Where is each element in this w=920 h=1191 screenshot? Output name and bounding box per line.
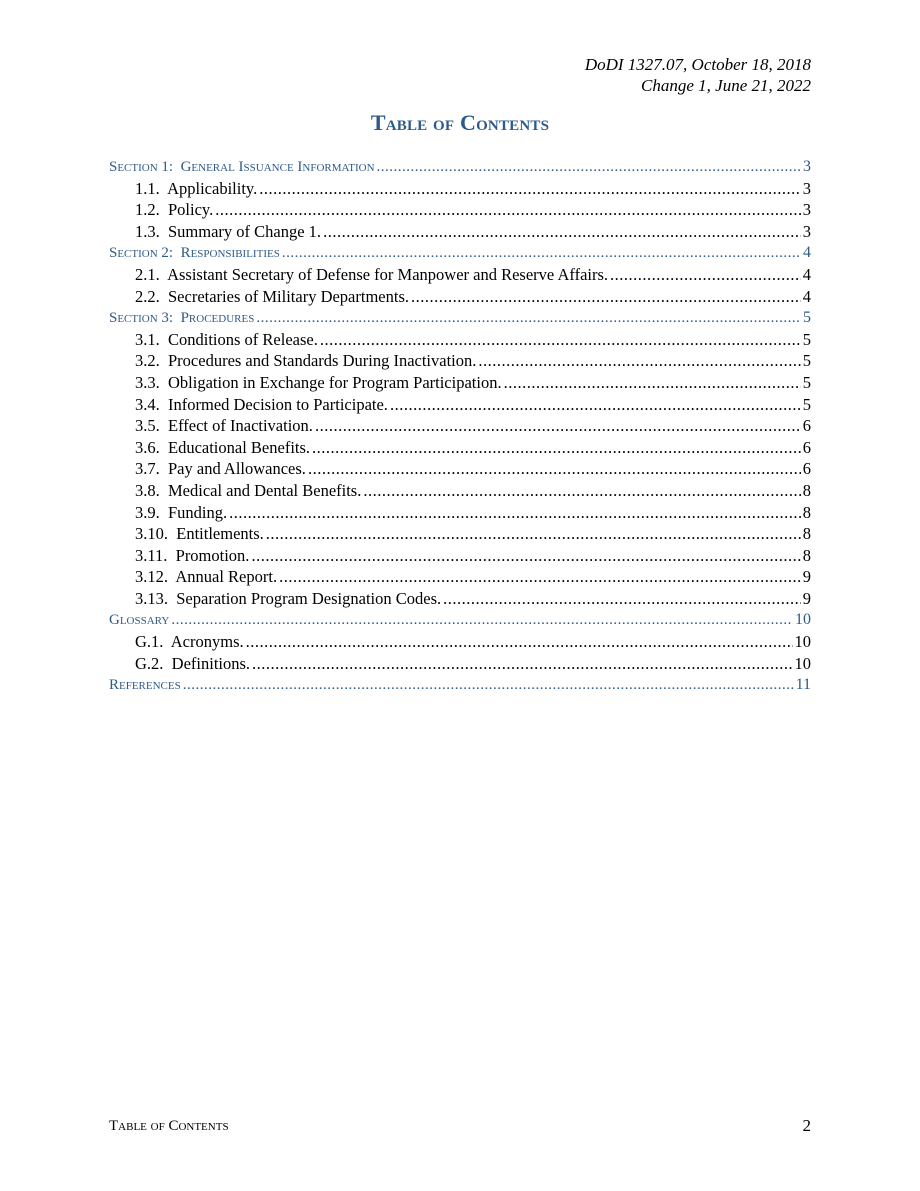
toc-dot-leader [279,566,801,588]
toc-entry-page: 3 [802,221,811,241]
toc-entry-page: 5 [802,329,811,349]
toc-dot-leader [259,178,801,200]
toc-entry-text: 2.1. Assistant Secretary of Defense for Manpower and Reserve Affairs. [135,264,609,284]
toc-title: Table of Contents [370,110,550,135]
header-document-id: DoDI 1327.07, October 18, 2018 [584,55,811,74]
toc-entry-page: 6 [802,416,811,436]
toc-item-link[interactable] [109,545,811,567]
toc-entry-text: 3.4. Informed Decision to Participate. [135,394,388,414]
toc-entry-page: 11 [795,676,811,694]
toc-item-link[interactable] [109,415,811,437]
toc-dot-leader [390,394,801,416]
toc-item-link[interactable] [109,502,811,524]
toc-dot-leader [323,221,801,243]
toc-dot-leader [363,480,800,502]
toc-entry-page: 8 [802,524,811,544]
toc-item-link[interactable] [109,523,811,545]
toc-entry-text: Glossary [109,612,170,629]
toc-entry-page: 5 [803,309,811,327]
toc-section-link[interactable] [109,674,811,696]
toc-entry-text: 3.6. Educational Benefits. [135,437,311,457]
toc-dot-leader [610,264,801,286]
toc-dot-leader [251,545,800,567]
toc-entry-text: 3.12. Annual Report. [135,567,278,587]
toc-entry-text: 2.2. Secretaries of Military Departments. [135,286,409,306]
toc-entry-page: 3 [803,158,811,175]
toc-dot-leader [171,610,793,631]
footer-page-number: 2 [802,1116,811,1135]
toc-item-link[interactable] [109,588,811,610]
toc-item-link[interactable] [109,199,811,221]
toc-dot-leader [315,415,801,437]
toc-dot-leader [183,675,794,696]
toc-item-link[interactable] [109,350,811,372]
toc-dot-leader [266,523,801,545]
toc-item-link[interactable] [109,480,811,502]
toc-entry-text: G.1. Acronyms. [135,632,244,652]
toc-entry-text: 1.2. Policy. [135,200,214,220]
table-of-contents [109,156,811,696]
toc-dot-leader [478,350,800,372]
toc-entry-page: 4 [803,244,811,262]
toc-entry-text: 3.5. Effect of Inactivation. [135,416,313,436]
toc-item-link[interactable] [109,221,811,243]
toc-dot-leader [308,458,801,480]
toc-entry-text: 1.1. Applicability. [135,178,258,198]
toc-dot-leader [252,653,792,675]
toc-entry-text: 3.10. Entitlements. [135,524,264,544]
toc-entry-text: Section 2: Responsibilities [109,245,280,262]
toc-entry-page: 8 [802,480,811,500]
toc-item-link[interactable] [109,653,811,675]
toc-entry-page: 4 [802,264,811,284]
toc-entry-text: 3.8. Medical and Dental Benefits. [135,480,362,500]
toc-dot-leader [312,437,801,459]
toc-dot-leader [377,157,801,178]
toc-item-link[interactable] [109,329,811,351]
toc-entry-page: 9 [802,588,811,608]
toc-item-link[interactable] [109,394,811,416]
toc-dot-leader [411,286,801,308]
toc-item-link[interactable] [109,566,811,588]
toc-entry-text: G.2. Definitions. [135,653,251,673]
toc-item-link[interactable] [109,631,811,653]
toc-entry-page: 6 [802,437,811,457]
toc-entry-page: 4 [802,286,811,306]
toc-item-link[interactable] [109,286,811,308]
toc-entry-page: 3 [802,200,811,220]
toc-section-link[interactable] [109,242,811,264]
toc-dot-leader [229,502,801,524]
toc-entry-page: 8 [802,545,811,565]
toc-entry-page: 5 [802,394,811,414]
toc-dot-leader [246,631,793,653]
toc-entry-page: 10 [794,632,811,652]
toc-dot-leader [320,329,801,351]
toc-item-link[interactable] [109,437,811,459]
toc-entry-text: Section 3: Procedures [109,310,255,327]
toc-dot-leader [282,243,801,264]
toc-item-link[interactable] [109,264,811,286]
toc-entry-text: 1.3. Summary of Change 1. [135,221,322,241]
toc-section-link[interactable] [109,609,811,631]
toc-entry-text: Section 1: General Issuance Information [109,159,375,175]
toc-entry-page: 3 [802,178,811,198]
document-header [585,54,811,96]
footer-section-label: Table of Contents [109,1118,229,1134]
toc-entry-text: 3.1. Conditions of Release. [135,329,318,349]
toc-entry-page: 6 [802,459,811,479]
toc-dot-leader [256,308,801,329]
toc-entry-text: 3.3. Obligation in Exchange for Program Participation. [135,372,502,392]
toc-section-link[interactable] [109,156,811,178]
toc-entry-text: 3.9. Funding. [135,502,228,522]
toc-item-link[interactable] [109,458,811,480]
toc-dot-leader [504,372,801,394]
toc-dot-leader [215,199,801,221]
toc-entry-page: 10 [795,611,811,629]
toc-dot-leader [443,588,801,610]
toc-entry-text: 3.2. Procedures and Standards During Inactivation. [135,351,477,371]
toc-entry-text: 3.13. Separation Program Designation Codes. [135,588,442,608]
toc-entry-page: 5 [802,372,811,392]
toc-item-link[interactable] [109,372,811,394]
toc-item-link[interactable] [109,178,811,200]
toc-entry-text: 3.7. Pay and Allowances. [135,459,306,479]
toc-entry-page: 5 [802,351,811,371]
toc-entry-text: References [109,677,181,694]
toc-entry-page: 10 [794,653,811,673]
toc-entry-page: 9 [802,567,811,587]
header-change-date: Change 1, June 21, 2022 [641,76,811,95]
toc-section-link[interactable] [109,307,811,329]
toc-entry-text: 3.11. Promotion. [135,545,250,565]
toc-entry-page: 8 [802,502,811,522]
